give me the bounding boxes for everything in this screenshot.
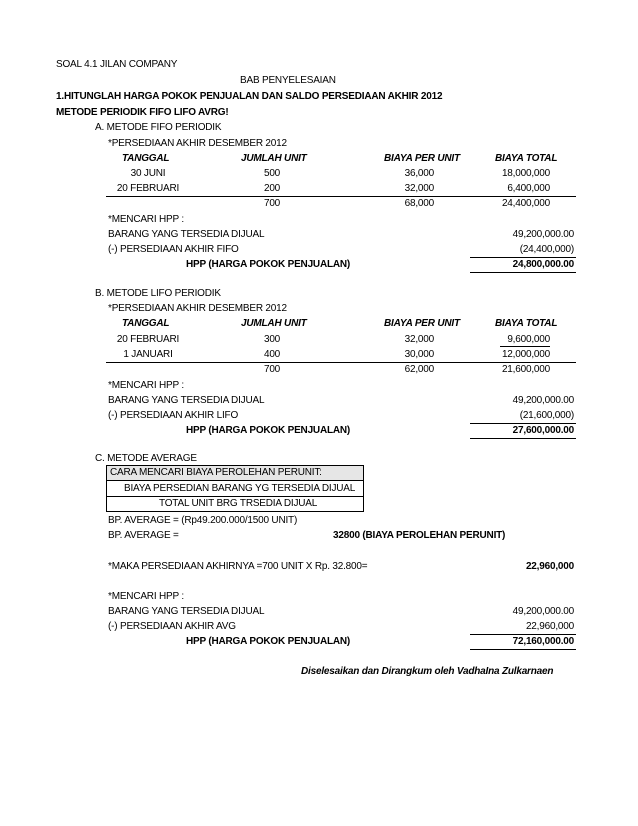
avg-ending-result: 22,960,000 [525, 561, 574, 572]
avg-hpp-heading: *MENCARI HPP : [108, 591, 184, 602]
fifo-total-biaya-unit: 68,000 [404, 198, 434, 209]
lifo-total-biaya-unit: 62,000 [404, 364, 434, 375]
fifo-ending-value: (24,400,000) [519, 244, 574, 255]
fifo-heading: A. METODE FIFO PERIODIK [95, 122, 222, 133]
lifo-hpp-heading: *MENCARI HPP : [108, 380, 184, 391]
avg-formula-title: CARA MENCARI BIAYA PEROLEHAN PERUNIT: [110, 467, 322, 478]
fifo-row-1-tanggal: 30 JUNI [130, 168, 166, 179]
lifo-row-1-underline [500, 346, 550, 347]
fifo-total-rule [470, 272, 576, 273]
avg-formula-box [106, 480, 364, 512]
lifo-total-rule [470, 438, 576, 439]
lifo-total-biaya-total: 21,600,000 [501, 364, 550, 375]
avg-total-rule [470, 649, 576, 650]
lifo-available-label: BARANG YANG TERSEDIA DIJUAL [108, 395, 265, 406]
fifo-total-unit: 700 [263, 198, 281, 209]
lifo-col-jumlah-unit: JUMLAH UNIT [241, 318, 307, 329]
lifo-row-1-biaya-unit: 32,000 [404, 334, 434, 345]
fifo-row-1-unit: 500 [263, 168, 281, 179]
doc-title: SOAL 4.1 JILAN COMPANY [56, 59, 178, 70]
fifo-sum-rule [470, 257, 576, 258]
avg-heading: C. METODE AVERAGE [95, 453, 197, 464]
fifo-row-2-tanggal: 20 FEBRUARI [116, 183, 180, 194]
lifo-row-2-biaya-unit: 30,000 [404, 349, 434, 360]
fifo-col-biaya-total: BIAYA TOTAL [495, 153, 558, 164]
lifo-total-unit: 700 [263, 364, 281, 375]
fifo-available-value: 49,200,000.00 [512, 229, 574, 240]
lifo-col-biaya-total: BIAYA TOTAL [495, 318, 558, 329]
fifo-col-tanggal: TANGGAL [122, 153, 170, 164]
lifo-available-value: 49,200,000.00 [512, 395, 574, 406]
lifo-col-tanggal: TANGGAL [122, 318, 170, 329]
fifo-row-1-biaya-unit: 36,000 [404, 168, 434, 179]
section-title: BAB PENYELESAIAN [240, 75, 336, 86]
author-credit: Diselesaikan dan Dirangkum oleh VadhaIna Zulkarnaen [301, 666, 554, 677]
avg-fraction-bar [107, 496, 363, 497]
lifo-sum-rule [470, 423, 576, 424]
lifo-row-1-tanggal: 20 FEBRUARI [116, 334, 180, 345]
fifo-row-1-biaya-total: 18,000,000 [501, 168, 550, 179]
fifo-col-biaya-per-unit: BIAYA PER UNIT [384, 153, 460, 164]
avg-formula-numerator: BIAYA PERSEDIAN BARANG YG TERSEDIA DIJUAL [124, 483, 356, 494]
avg-ending-calc: *MAKA PERSEDIAAN AKHIRNYA =700 UNIT X Rp. 32.800= [108, 561, 368, 572]
fifo-row-2-unit: 200 [263, 183, 281, 194]
lifo-heading: B. METODE LIFO PERIODIK [95, 288, 221, 299]
avg-bp-calc: BP. AVERAGE = (Rp49.200.000/1500 UNIT) [108, 515, 298, 526]
lifo-hpp-value: 27,600,000.00 [512, 425, 574, 436]
fifo-hpp-heading: *MENCARI HPP : [108, 214, 184, 225]
fifo-subheading: *PERSEDIAAN AKHIR DESEMBER 2012 [108, 138, 287, 149]
fifo-hpp-label: HPP (HARGA POKOK PENJUALAN) [186, 259, 351, 270]
avg-bp-label: BP. AVERAGE = [108, 530, 179, 541]
fifo-col-jumlah-unit: JUMLAH UNIT [241, 153, 307, 164]
lifo-row-2-tanggal: 1 JANUARI [123, 349, 173, 360]
avg-sum-rule [470, 634, 576, 635]
lifo-ending-label: (-) PERSEDIAAN AKHIR LIFO [108, 410, 239, 421]
fifo-row-2-biaya-total: 6,400,000 [507, 183, 550, 194]
lifo-row-1-biaya-total: 9,600,000 [507, 334, 550, 345]
fifo-hpp-value: 24,800,000.00 [512, 259, 574, 270]
avg-available-value: 49,200,000.00 [512, 606, 574, 617]
lifo-row-2-biaya-total: 12,000,000 [501, 349, 550, 360]
lifo-row-1-unit: 300 [263, 334, 281, 345]
fifo-table-rule [106, 196, 576, 197]
avg-ending-value: 22,960,000 [525, 621, 574, 632]
fifo-row-2-biaya-unit: 32,000 [404, 183, 434, 194]
avg-hpp-value: 72,160,000.00 [512, 636, 574, 647]
avg-hpp-label: HPP (HARGA POKOK PENJUALAN) [186, 636, 351, 647]
avg-formula-title-box [106, 465, 364, 481]
fifo-total-biaya-total: 24,400,000 [501, 198, 550, 209]
avg-bp-value: 32800 (BIAYA PEROLEHAN PERUNIT) [333, 530, 506, 541]
avg-ending-label: (-) PERSEDIAAN AKHIR AVG [108, 621, 236, 632]
fifo-ending-label: (-) PERSEDIAAN AKHIR FIFO [108, 244, 239, 255]
lifo-subheading: *PERSEDIAAN AKHIR DESEMBER 2012 [108, 303, 287, 314]
avg-available-label: BARANG YANG TERSEDIA DIJUAL [108, 606, 265, 617]
lifo-col-biaya-per-unit: BIAYA PER UNIT [384, 318, 460, 329]
question-line: 1.HITUNGLAH HARGA POKOK PENJUALAN DAN SALDO PERSEDIAAN AKHIR 2012 [56, 91, 443, 102]
fifo-available-label: BARANG YANG TERSEDIA DIJUAL [108, 229, 265, 240]
lifo-table-rule [106, 362, 576, 363]
lifo-row-2-unit: 400 [263, 349, 281, 360]
methods-line: METODE PERIODIK FIFO LIFO AVRG! [56, 107, 229, 118]
lifo-hpp-label: HPP (HARGA POKOK PENJUALAN) [186, 425, 351, 436]
lifo-ending-value: (21,600,000) [519, 410, 574, 421]
avg-formula-denominator: TOTAL UNIT BRG TRSEDIA DIJUAL [159, 498, 318, 509]
